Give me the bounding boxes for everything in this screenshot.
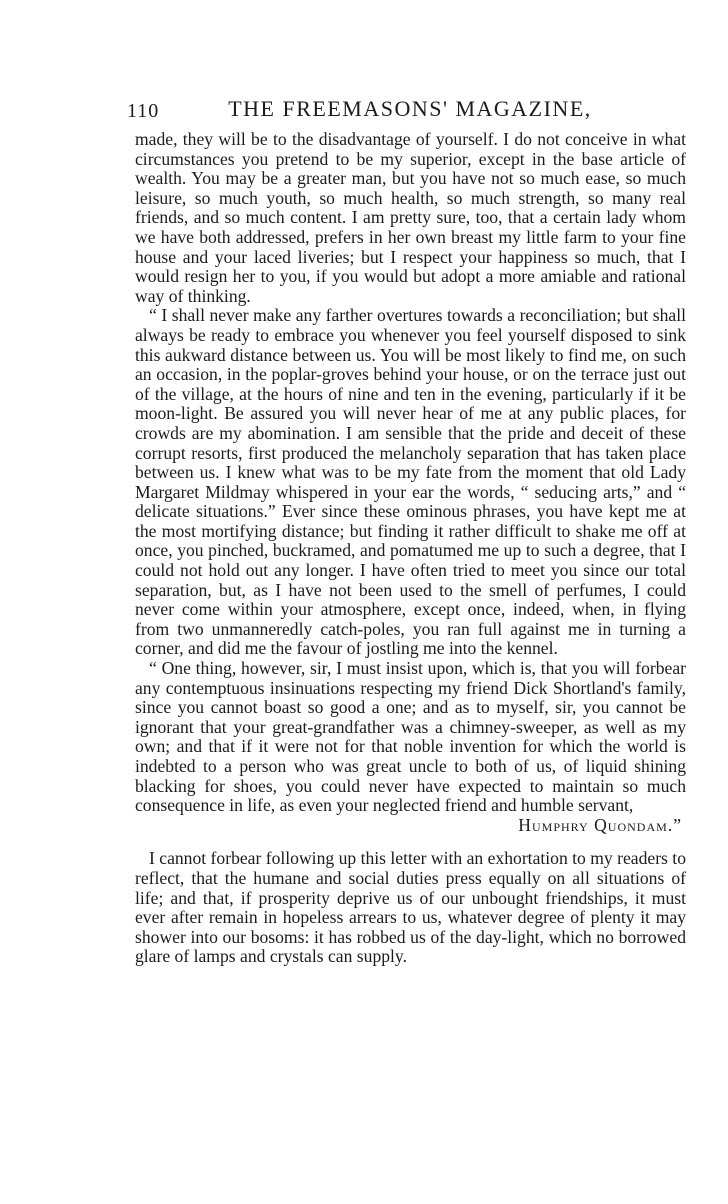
letter-paragraph-1: made, they will be to the disadvantage of yourself. I do not conceive in what circumstances you pretend to be my superior, except in the base article of wealth. You may be a greater man, but you have not so much ease, so much leisure, so much youth, so much health, so much strength, so many real friends, and so much content. I am pretty sure, too, that a certain lady whom we have both addressed, prefers in her own breast my little farm to your fine house and your laced liveries; but I respect your happiness so much, that I would resign her to you, if you would but adopt a more amiable and rational way of thinking. — [135, 129, 686, 306]
letter-paragraph-2: “ I shall never make any farther overtures towards a reconciliation; but shall always be ready to embrace you whenever you feel yourself disposed to sink this aukward distance between us. You will be most likely to find me, on such an occasion, in the poplar-groves behind your house, or on the terrace just out of the village, at the hours of nine and ten in the evening, particularly if it be moon-light. Be assured you will never hear of me at any public places, for crowds are my abomination. I am sensible that the pride and deceit of these corrupt resorts, first produced the melancholy separation that has taken place between us. I knew what was to be my fate from the moment that old Lady Margaret Mildmay whispered in your ear the words, “ seducing arts,” and “ delicate situations.” Ever since these ominous phrases, you have kept me at the most mortifying distance; but finding it rather difficult to shake me off at once, you pinched, buckramed, and pomatumed me up to such a degree, that I could not hold out any longer. I have often tried to meet you since our total separation, but, as I have not been used to the smell of perfumes, I could never come within your atmosphere, except once, indeed, when, in flying from two unmanneredly catch-poles, you ran full against me in turning a corner, and did me the favour of jostling me into the kennel. — [135, 305, 686, 659]
page-number: 110 — [127, 100, 160, 122]
running-title: THE FREEMASONS' MAGAZINE, — [228, 96, 592, 121]
closing-paragraph: I cannot forbear following up this letter with an exhortation to my readers to reflect, that the humane and social duties press equally on all situations of life; and that, if prosperity deprive us of our unbought friendships, it must ever after remain in hopeless arrears to us, whatever degree of plenty it may shower into our bosoms: it has robbed us of the day-light, which no borrowed glare of lamps and crystals can supply. — [135, 848, 686, 967]
letter-paragraph-3: “ One thing, however, sir, I must insist upon, which is, that you will forbear any contemptuous insinuations respecting my friend Dick Shortland's family, since you cannot boast so good a one; and as to myself, sir, you cannot be ignorant that your great-grandfather was a chimney-sweeper, as well as my own; and that if it were not for that noble invention for which the world is indebted to a person who was great uncle to both of us, of liquid shining blacking for shoes, you could never have expected to maintain so much consequence in life, as even your neglected friend and humble servant, — [135, 658, 686, 816]
letter-signature: Humphry Quondam.” — [518, 814, 682, 835]
page-header — [125, 96, 695, 126]
article-body — [135, 130, 686, 967]
